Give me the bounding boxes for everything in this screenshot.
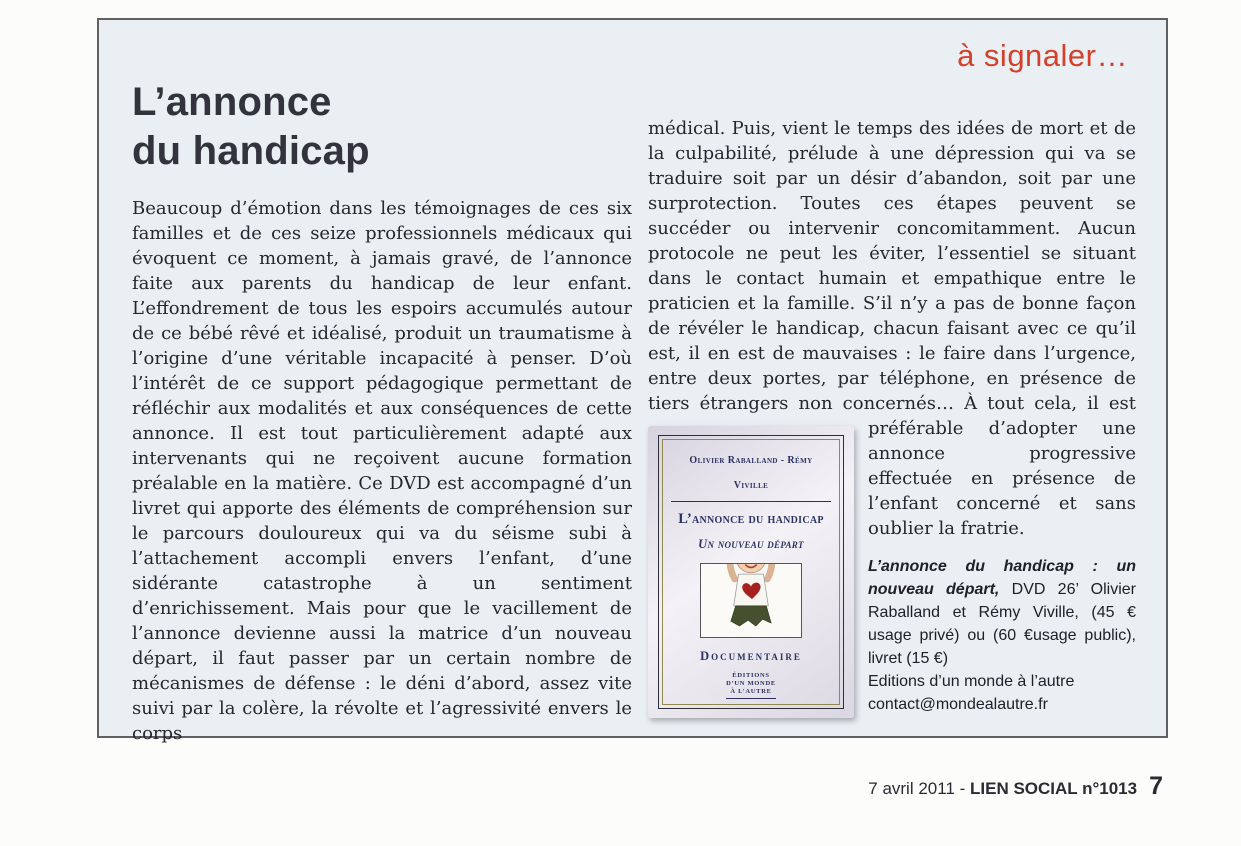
article-right-text-part2: cela, il est préférable d’adopter une annonce progressive effectuée en présence de l’enfant concerné et sans oublier la fratrie.: [868, 393, 1136, 539]
article-right-column: [648, 116, 1136, 744]
article-left-column: Beaucoup d’émotion dans les témoignages de ces six familles et de ces seize professionnels médicaux qui évoquent ce moment, à jamais gravé, de l’annonce faite aux parents du handicap de leur enfant. L’effondrement de tous les espoirs accumulés autour de ce bébé rêvé et idéalisé, produit un traumatisme à l’origine d’une véritable incapacité à penser. D’où l’intérêt de ce support pédagogique permettant de réfléchir aux modalités et aux conséquences de cette annonce. Il est tout particulièrement adapté aux intervenants qui ne reçoivent aucune formation préalable en la matière. Ce DVD est accompagné d’un livret qui apporte des éléments de compréhension sur le parcours douloureux qui va du séisme subi à l’attachement accompli envers l’enfant, d’une sidérante catastrophe à un sentiment d’enrichissement. Mais pour que le vacillement de l’annonce devienne aussi la matrice d’un nouveau départ, il faut passer par un certain nombre de mécanismes de défense : le déni d’abord, assez vite suivi par la colère, la révolte et l’agressivité envers le corps: [132, 198, 632, 744]
dvd-publisher-logo: [726, 672, 776, 699]
article-title: [132, 78, 370, 176]
footer-page-number: 7: [1149, 772, 1163, 800]
girl-illustration: [703, 563, 799, 637]
article-title-line2: du handicap: [132, 129, 370, 173]
dvd-cover-inner: [662, 439, 840, 705]
dvd-publisher-line2: D’UN MONDE: [726, 680, 776, 687]
dvd-genre-label: Documentaire: [700, 649, 802, 663]
dvd-publisher-line3: À L’AUTRE: [730, 688, 772, 695]
dvd-cover-frame: [658, 435, 844, 709]
footer-date: 7 avril 2011 -: [868, 779, 970, 798]
article-title-line1: L’annonce: [132, 80, 332, 124]
dvd-cover: [648, 426, 854, 718]
dvd-authors: Olivier Raballand - Rémy Viville: [671, 448, 830, 502]
caption-publisher: Editions d’un monde à l’autre: [868, 673, 1075, 690]
dvd-publisher-line1: ÉDITIONS: [732, 672, 770, 679]
dvd-subtitle: Un nouveau départ: [698, 537, 804, 551]
footer-magazine: LIEN SOCIAL n°1013: [970, 779, 1138, 798]
dvd-title: L’annonce du handicap: [678, 511, 824, 527]
section-masthead: à signaler…: [957, 38, 1128, 73]
caption-details: DVD 26’ Olivier Raballand et Rémy Viville, (45 € usage privé) ou (60 €usage public), livret (15 €): [868, 581, 1137, 667]
page-footer: [868, 772, 1163, 801]
caption-email: contact@mondealautre.fr: [868, 696, 1048, 713]
content-panel: [97, 18, 1168, 744]
caption-title: L’annonce du handicap : un nouveau départ,: [868, 558, 1136, 598]
dvd-artwork: [700, 563, 802, 638]
article-right-text-part1: médical. Puis, vient le temps des idées de mort et de la culpabilité, prélude à une dépression qui va se traduire soit par un désir d’abandon, soit par une surprotection. Toutes ces étapes peuvent se succéder ou intervenir concomitamment. Aucun protocole ne peut les éviter, l’essentiel se situant dans le contact humain et empathique entre le praticien et la famille. S’il n’y a pas de bonne façon de révéler le handicap, chacun faisant avec ce qu’il est, il en est de mauvaises : le faire dans l’urgence, entre deux portes, par téléphone, en présence de tiers étrangers non concernés… À tout: [648, 118, 1136, 414]
